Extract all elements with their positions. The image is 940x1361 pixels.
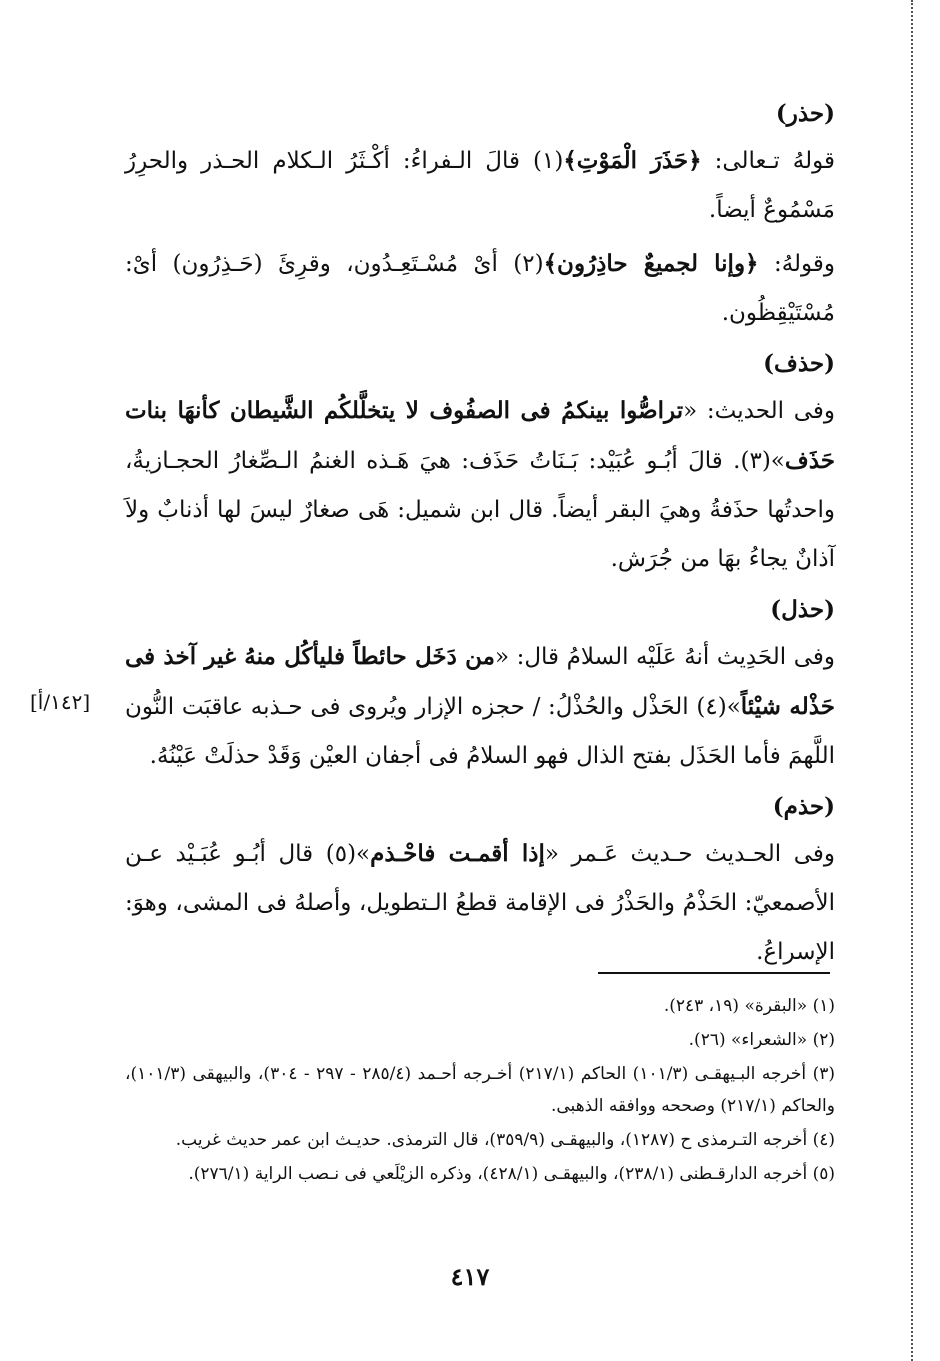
entry-paragraph: وفى الحديث: «تراصُّوا بينكمُ فى الصفُوف لا يتخلَّلكُم الشَّيطان كأنهَا بنات حَذَف»(٣). قالَ أبُـو عُبَيْد: بَـنَاتُ حَذَف: هيَ هَـذه الغنمُ الـصِّغارُ الحجـازيةُ، واحدتُها حذَفةُ وهيَ البقر أيضاً. قال ابن شميل: هَى صغارٌ ليسَ لها أذنابٌ ولاَ آذانٌ يجاءُ بهَا من جُرَش. <box>125 397 835 572</box>
entry-paragraph: وقولهُ: ﴿وإنا لجميعٌ حاذِرُون﴾(٢) أىْ مُسْـتَعِـدُون، وقرِئَ (حَـذِرُون) أىْ: مُسْتَيْقِظُون. <box>125 250 836 326</box>
entry-hadhar <box>125 92 835 338</box>
quoted-text: ﴿حَذَرَ الْمَوْتِ﴾ <box>563 147 702 174</box>
footnote: (١) «البقرة» (١٩، ٢٤٣). <box>663 996 835 1016</box>
page-number: ٤١٧ <box>450 1262 490 1291</box>
entry-hadham <box>125 785 835 977</box>
quoted-text: إذا أقمـت فاحْـذم <box>370 840 545 867</box>
entry-hadhal <box>125 588 835 781</box>
footnote-separator <box>598 972 830 974</box>
quoted-text: من دَخَل حائطاً فليأكُل منهُ غير آخذ فى حَذْله شيْئاً <box>125 643 836 720</box>
footnote: (٤) أخرجه التـرمذى ح (١٢٨٧)، والبيهقـى (٣٥٩/٩)، قال الترمذى. حديـث ابن عمر حديث غريب. <box>175 1130 835 1150</box>
manuscript-folio-ref: [١٤٢/أ] <box>30 690 91 714</box>
quoted-text: تراصُّوا بينكمُ فى الصفُوف لا يتخلَّلكُم الشَّيطان كأنهَا بنات حَذَف <box>125 397 835 474</box>
entry-heading: (حذف) <box>763 350 835 377</box>
entry-paragraph: وفى الحَدِيث أنهُ عَلَيْه السلامُ قال: «من دَخَل حائطاً فليأكُل منهُ غير آخذ فى حَذْله شيْئاً»(٤) الحَذْل والحُذْلُ: / حجزه الإزار ويُروى فى حـذبه عاقبَت النُّون اللَّهمَ فأما الحَذَل بفتح الذال فهو السلامُ فى أجفان العيْن وَقَدْ حذلَتْ عَيْنُهُ. <box>125 643 836 769</box>
entry-heading: (حذل) <box>770 596 835 623</box>
main-text <box>125 92 835 981</box>
entry-heading: (حذم) <box>772 793 835 820</box>
footnote: (٣) أخرجه البـيهقـى (١٠١/٣) الحاكم (٢١٧/١) أخـرجه أحـمد (٢٨٥/٤ - ٢٩٧ - ٣٠٤)، والبيهقى (١٠١/٣)، والحاكم (٢١٧/١) وصححه ووافقه الذهبى. <box>125 1064 835 1116</box>
entry-paragraph: قولهُ تـعالى: ﴿حَذَرَ الْمَوْتِ﴾(١) قالَ الـفراءُ: أكْـثَرُ الـكلام الحـذر والحرِرُ مَسْمُوعٌ أيضاً. <box>125 147 836 223</box>
dotted-margin-rule <box>911 0 913 1361</box>
quoted-text: ﴿وإنا لجميعٌ حاذِرُون﴾ <box>543 250 759 277</box>
footnotes <box>125 990 835 1192</box>
footnote: (٥) أخرجه الدارقـطنى (٢٣٨/١)، والبيهقـى (٤٢٨/١)، وذكره الزيْلَعي فى نـصب الراية (٢٧٦/١). <box>188 1164 835 1184</box>
entry-paragraph: وفى الحـديث حـديث عَـمر «إذا أقمـت فاحْـذم»(٥) قال أبُـو عُبَـيْد عـن الأصمعيّ: الحَذْمُ والحَذْرُ فى الإقامة قطعُ الـتطويل، وأصلهُ فى المشى، وهوَ: الإسراعُ. <box>125 840 835 965</box>
entry-heading: (حذر) <box>775 100 835 127</box>
footnote: (٢) «الشعراء» (٢٦). <box>688 1030 835 1050</box>
entry-hadhaf <box>125 342 835 584</box>
